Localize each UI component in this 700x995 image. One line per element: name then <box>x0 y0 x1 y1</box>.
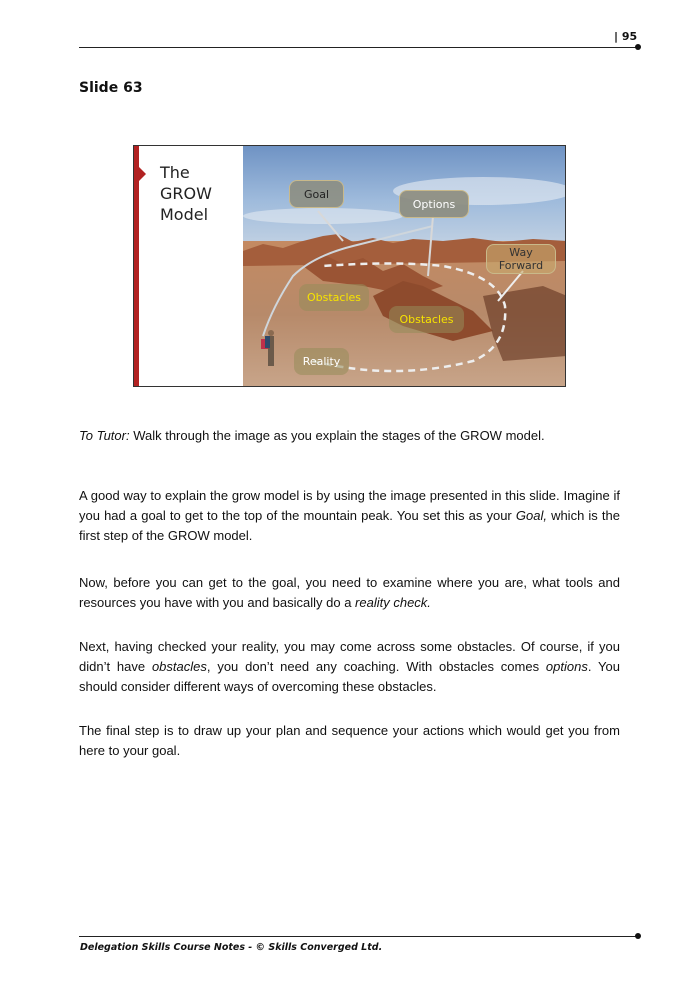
slide-title: The GROW Model <box>160 163 212 224</box>
paragraph-way-forward: The final step is to draw up your plan and sequence your actions which would get you from here to your goal. <box>79 723 620 758</box>
paragraph-text: Now, before you can get to the goal, you need to examine where you are, what tools and resources you have with you and basically do a <box>79 575 620 610</box>
tutor-note <box>79 426 620 446</box>
footer-text: Delegation Skills Course Notes - © Skills Converged Ltd. <box>80 942 383 953</box>
slide-image <box>133 145 566 387</box>
paragraph-reality <box>79 573 620 613</box>
slide-accent-bar <box>134 146 139 386</box>
footer-rule-dot <box>635 933 641 939</box>
header-rule <box>79 47 637 48</box>
footer-rule <box>79 936 637 937</box>
slide-accent-arrow-icon <box>139 167 146 181</box>
page-number: | 95 <box>614 30 638 43</box>
emphasis-options: options <box>545 659 588 674</box>
emphasis-obstacles: obstacles <box>151 659 207 674</box>
callout-way-forward: Way Forward <box>486 244 556 274</box>
tutor-lead: To Tutor: <box>79 428 130 443</box>
callout-obstacles-1: Obstacles <box>299 284 369 311</box>
paragraph-text: Next, having checked your reality, you may come across some obstacles. Of course, if you didn’t have <box>79 639 620 674</box>
callout-options: Options <box>399 190 469 218</box>
paragraph-text: which is the first step of the GROW model. <box>79 508 620 543</box>
paragraph-goal <box>79 486 620 546</box>
header-rule-dot <box>635 44 641 50</box>
slide-heading: Slide 63 <box>79 80 143 96</box>
paragraph-text: . You should consider different ways of overcoming these obstacles. <box>79 659 620 694</box>
paragraph-text: A good way to explain the grow model is by using the image presented in this slide. Imagine if you had a goal to get to the top of the mountain peak. You set this as your <box>79 488 620 523</box>
emphasis-reality-check: reality check. <box>355 595 431 610</box>
paragraph-obstacles <box>79 637 620 697</box>
callout-goal: Goal <box>289 180 344 208</box>
emphasis-goal: Goal, <box>515 508 547 523</box>
paragraph-text: , you don’t need any coaching. With obstacles comes <box>206 659 546 674</box>
callout-reality: Reality <box>294 348 349 375</box>
callout-obstacles-2: Obstacles <box>389 306 464 333</box>
tutor-text: Walk through the image as you explain the stages of the GROW model. <box>129 428 545 443</box>
